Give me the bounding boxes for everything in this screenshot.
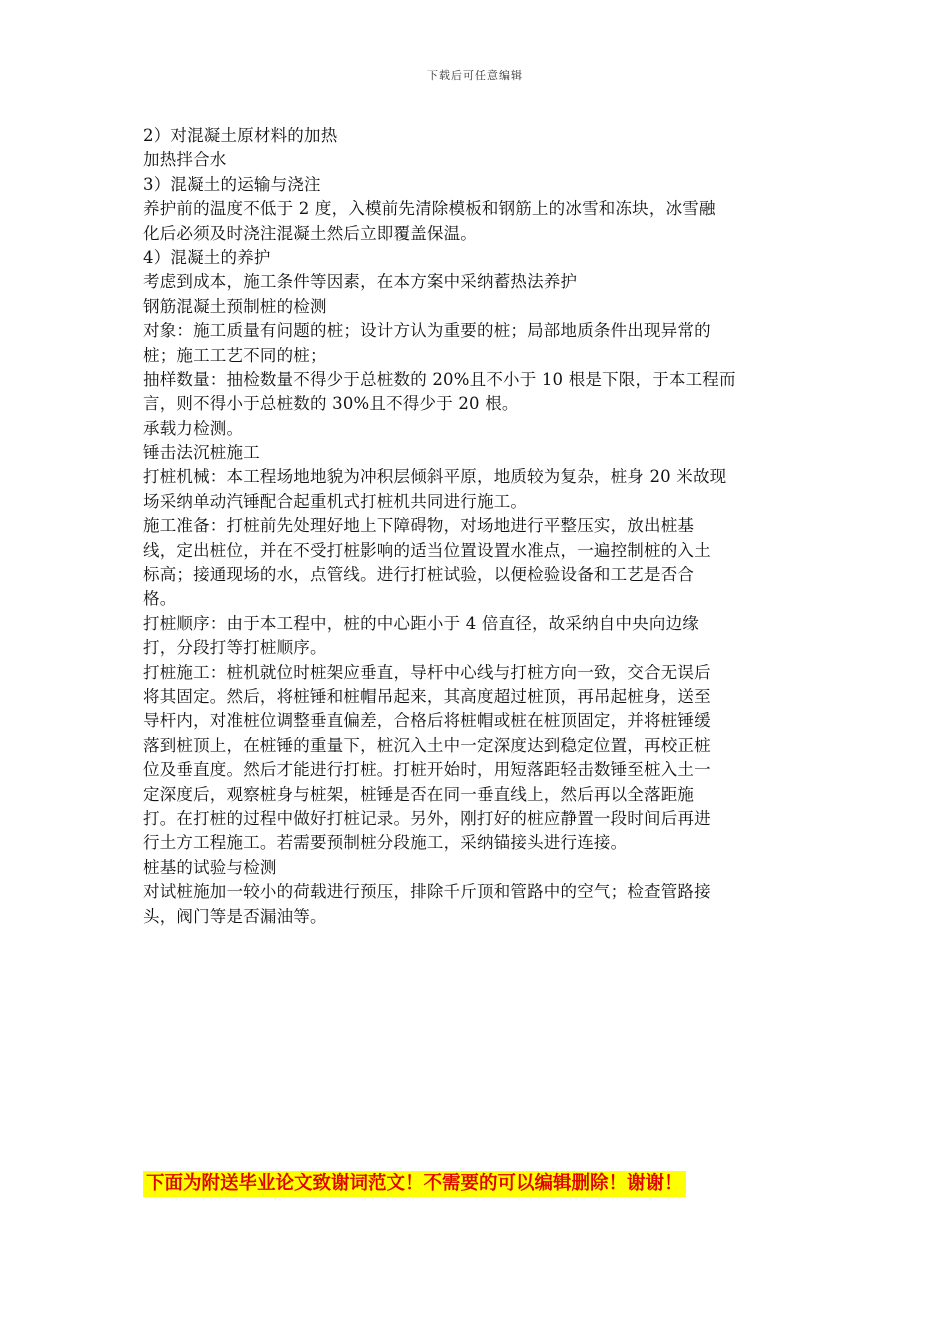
text-line: 加热拌合水 — [143, 150, 227, 170]
text-line: 打，分段打等打桩顺序。 — [143, 638, 327, 658]
text-line: 2）对混凝土原材料的加热 — [143, 126, 338, 145]
text-line: 桩基的试验与检测 — [143, 857, 277, 877]
text-line: 4）混凝土的养护 — [143, 247, 271, 267]
text-line: 对象：施工质量有问题的桩；设计方认为重要的桩；局部地质条件出现异常的 — [143, 321, 711, 341]
text-line: 头，阀门等是否漏油等。 — [143, 906, 327, 926]
text-line: 定深度后，观察桩身与桩架，桩锤是否在同一垂直线上，然后再以全落距施 — [143, 784, 695, 804]
document-body — [143, 124, 803, 929]
text-line: 化后必须及时浇注混凝土然后立即覆盖保温。 — [143, 223, 477, 243]
text-line: 施工准备：打桩前先处理好地上下障碍物，对场地进行平整压实，放出桩基 — [143, 516, 695, 536]
text-line: 锤击法沉桩施工 — [143, 443, 260, 463]
text-line: 格。 — [143, 589, 177, 609]
text-line: 考虑到成本，施工条件等因素，在本方案中采纳蓄热法养护 — [143, 272, 578, 292]
text-line: 将其固定。然后，将桩锤和桩帽吊起来，其高度超过桩顶，再吊起桩身，送至 — [143, 686, 711, 706]
text-line: 打。在打桩的过程中做好打桩记录。另外，刚打好的桩应静置一段时间后再进 — [143, 808, 711, 828]
text-line: 行土方工程施工。若需要预制桩分段施工，采纳锚接头进行连接。 — [143, 833, 628, 853]
text-line: 打桩机械：本工程场地地貌为冲积层倾斜平原，地质较为复杂，桩身 20 米故现 — [143, 467, 727, 487]
text-line: 标高；接通现场的水，点管线。进行打桩试验，以便检验设备和工艺是否合 — [143, 565, 695, 585]
highlight-banner: 下面为附送毕业论文致谢词范文！不需要的可以编辑删除！谢谢！ — [143, 1171, 686, 1197]
text-line: 桩；施工工艺不同的桩； — [143, 345, 327, 365]
text-line: 言，则不得小于总桩数的 30%且不得少于 20 根。 — [143, 394, 519, 414]
text-line: 抽样数量：抽检数量不得少于总桩数的 20%且不小于 10 根是下限，于本工程而 — [143, 369, 736, 389]
text-line: 线，定出桩位，并在不受打桩影响的适当位置设置水准点，一遍控制桩的入土 — [143, 540, 711, 560]
text-line: 场采纳单动汽锤配合起重机式打桩机共同进行施工。 — [143, 491, 528, 511]
text-line: 养护前的温度不低于 2 度，入模前先清除模板和钢筋上的冰雪和冻块，冰雪融 — [143, 199, 716, 219]
text-line: 对试桩施加一较小的荷载进行预压，排除千斤顶和管路中的空气；检查管路接 — [143, 882, 711, 902]
text-line: 落到桩顶上，在桩锤的重量下，桩沉入土中一定深度达到稳定位置，再校正桩 — [143, 735, 711, 755]
page-header: 下载后可任意编辑 — [427, 69, 523, 82]
text-line: 打桩顺序：由于本工程中，桩的中心距小于 4 倍直径，故采纳自中央向边缘 — [143, 613, 699, 633]
text-line: 钢筋混凝土预制桩的检测 — [143, 296, 327, 316]
text-line: 打桩施工：桩机就位时桩架应垂直，导杆中心线与打桩方向一致，交合无误后 — [143, 662, 711, 682]
text-line: 导杆内，对准桩位调整垂直偏差，合格后将桩帽或桩在桩顶固定，并将桩锤缓 — [143, 711, 711, 731]
text-line: 位及垂直度。然后才能进行打桩。打桩开始时，用短落距轻击数锤至桩入土一 — [143, 760, 711, 780]
text-line: 3）混凝土的运输与浇注 — [143, 174, 321, 194]
text-line: 承载力检测。 — [143, 418, 244, 438]
